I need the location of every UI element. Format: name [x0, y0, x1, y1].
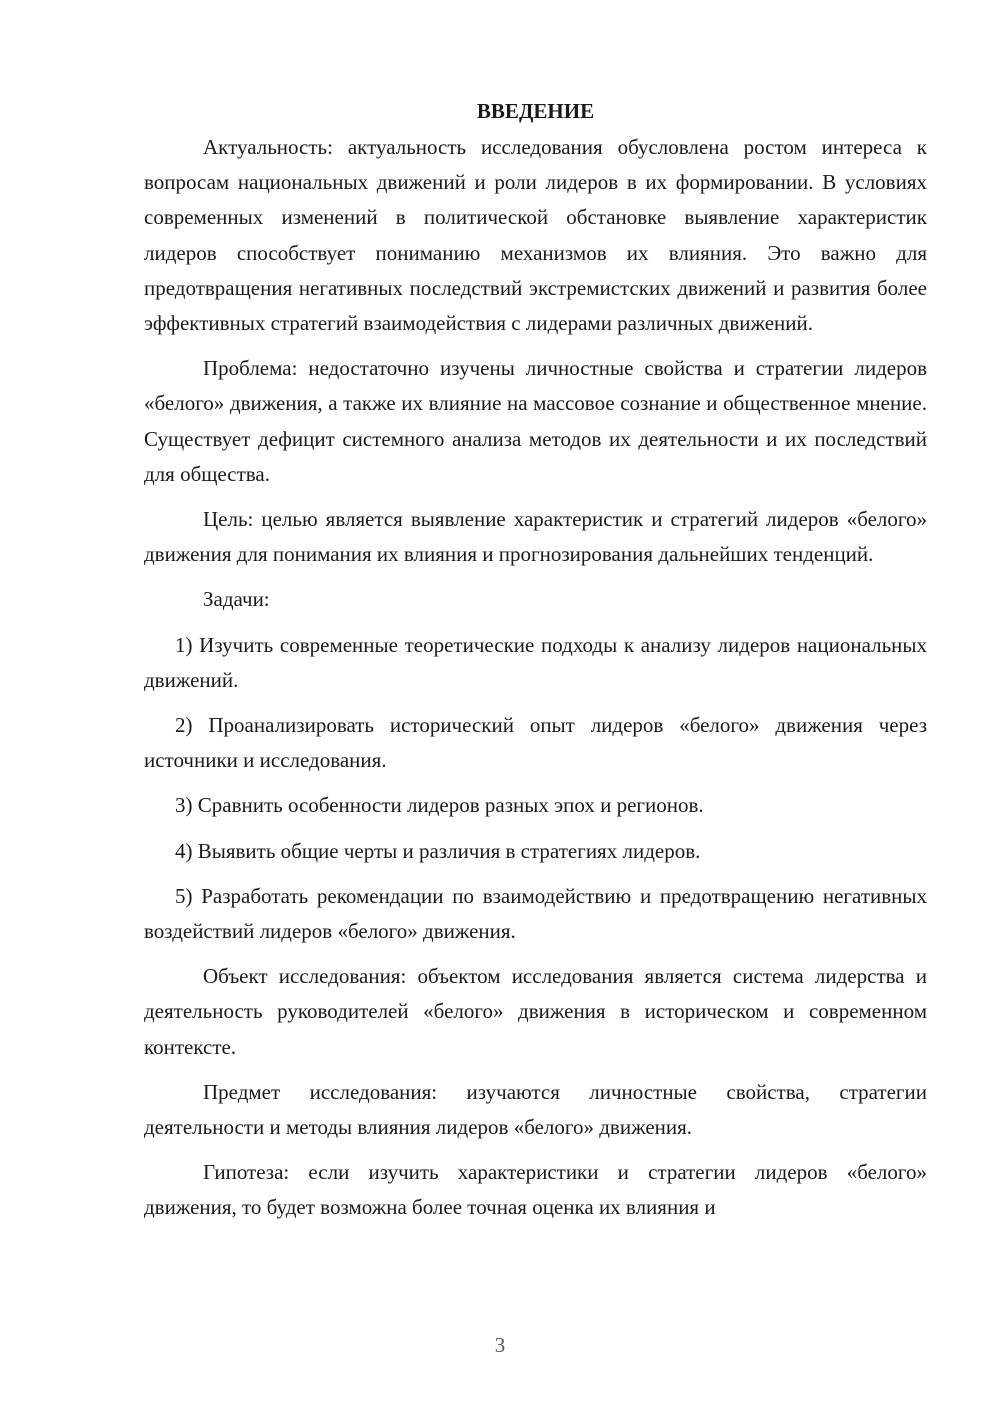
document-page	[144, 96, 927, 1236]
task-item-5: 5) Разработать рекомендации по взаимодействию и предотвращению негативных воздействий лидеров «белого» движения.	[144, 883, 927, 944]
task-item-1: 1) Изучить современные теоретические подходы к анализу лидеров национальных движений.	[144, 632, 927, 692]
paragraph-goal: Цель: целью является выявление характеристик и стратегий лидеров «белого» движения для понимания их влияния и прогнозирования дальнейших тенденций.	[144, 507, 927, 567]
paragraph-tasks-heading: Задачи:	[203, 587, 270, 612]
paragraph-object: Объект исследования: объектом исследования является система лидерства и деятельность руководителей «белого» движения в историческом и современном контексте.	[144, 964, 927, 1059]
section-title: ВВЕДЕНИЕ	[476, 99, 595, 123]
task-item-3: 3) Сравнить особенности лидеров разных эпох и регионов.	[175, 793, 704, 818]
paragraph-problem: Проблема: недостаточно изучены личностные свойства и стратегии лидеров «белого» движения, а также их влияние на массовое сознание и общественное мнение. Существует дефицит системного анализа методов их деятельности и их последствий для общества.	[144, 356, 927, 486]
page-number: 3	[494, 1333, 506, 1357]
paragraph-hypothesis: Гипотеза: если изучить характеристики и стратегии лидеров «белого» движения, то будет возможна более точная оценка их влияния и	[144, 1160, 927, 1220]
task-item-4: 4) Выявить общие черты и различия в стратегиях лидеров.	[175, 838, 701, 863]
paragraph-relevance: Актуальность: актуальность исследования обусловлена ростом интереса к вопросам национальных движений и роли лидеров в их формировании. В условиях современных изменений в политической обстановке выявление характеристик лидеров способствует пониманию механизмов их влияния. Это важно для предотвращения негативных последствий экстремистских движений и развития более эффективных стратегий взаимодействия с лидерами различных движений.	[144, 135, 927, 336]
task-item-2: 2) Проанализировать исторический опыт лидеров «белого» движения через источники и исследования.	[144, 713, 927, 773]
paragraph-subject: Предмет исследования: изучаются личностные свойства, стратегии деятельности и методы влияния лидеров «белого» движения.	[144, 1079, 927, 1140]
